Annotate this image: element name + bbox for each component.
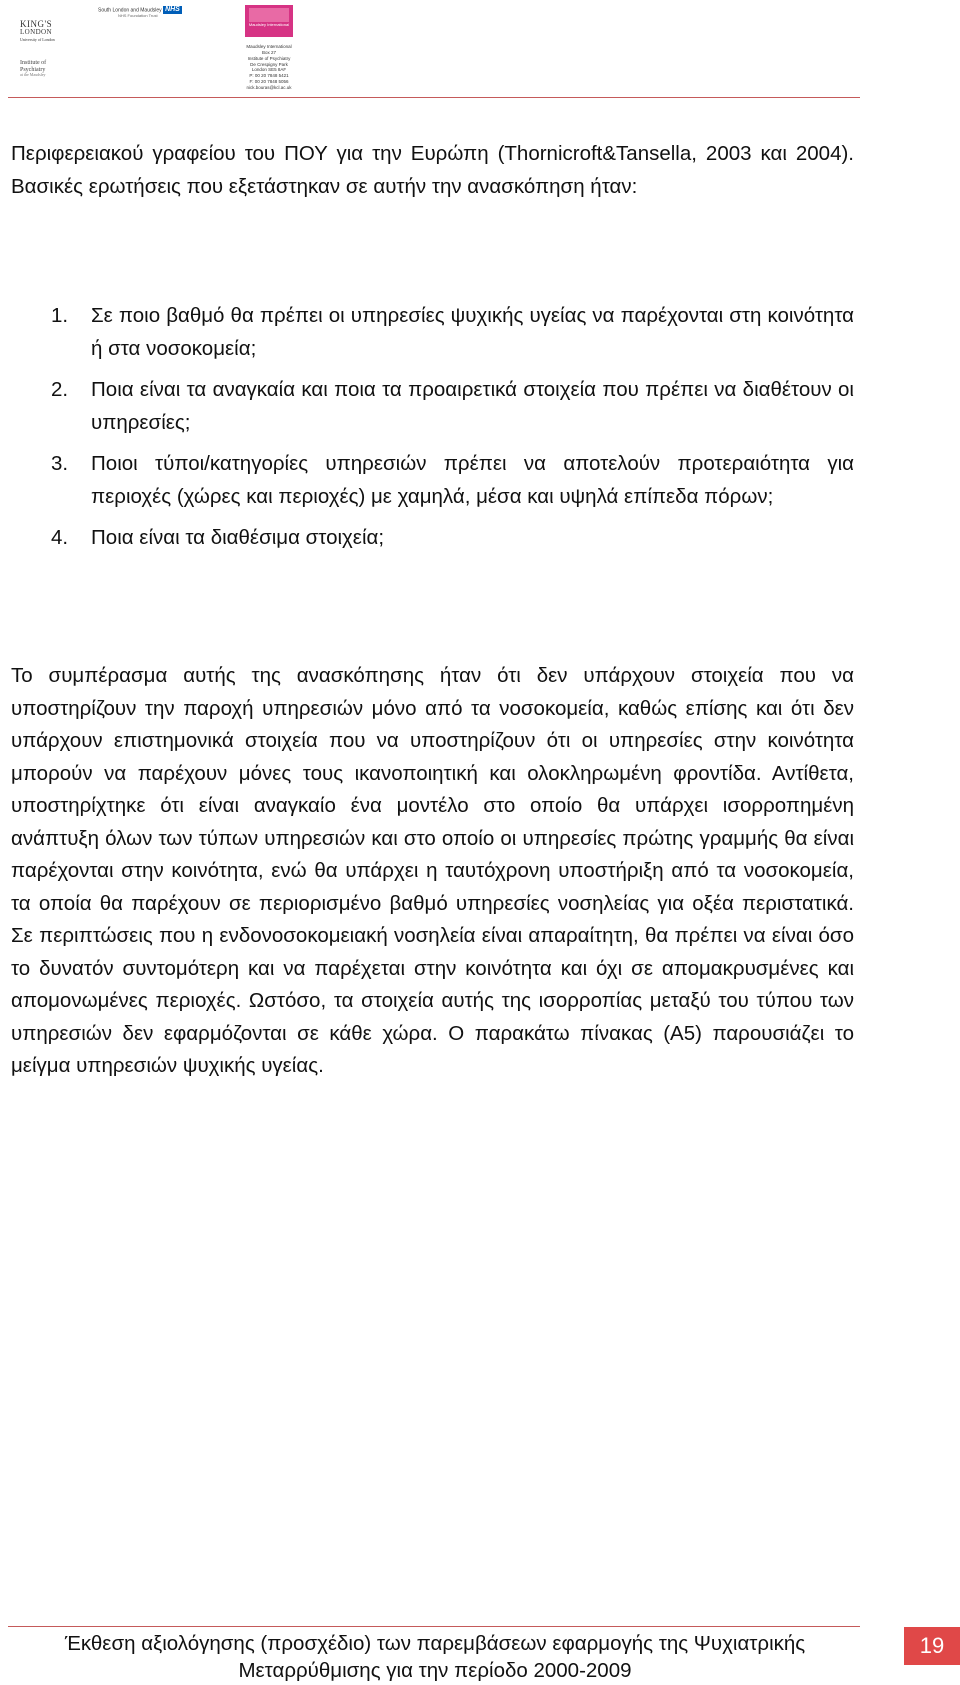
list-item — [0, 300, 854, 365]
list-item-number: 4. — [51, 526, 69, 549]
nhs-trust-logo — [98, 6, 182, 19]
nhs-trust-name: NHS Foundation Trust — [118, 13, 158, 19]
address-line: Box 27 — [261, 49, 276, 55]
address-line: F: 00 20 7848 5056 — [249, 79, 289, 85]
nhs-badge-icon: NHS — [165, 6, 180, 13]
list-item-number: 1. — [51, 304, 69, 327]
list-item — [0, 522, 854, 555]
conclusion-paragraph: Το συμπέρασμα αυτής της ανασκόπησης ήταν ότι δεν υπάρχουν στοιχεία που να υποστηρίζουν την παροχή υπηρεσιών μόνο από τα νοσοκομεία, καθώς επίσης και ότι δεν υπάρχουν επιστημονικά στοιχεία που να υποστηρίζουν ότι οι υπηρεσίες στην κοινότητα μπορούν να παρέχουν μόνες τους ικανοποιητική και ολοκληρωμένη φροντίδα. Αντίθετα, υποστηρίχτηκε ότι είναι αναγκαίο ένα μοντέλο στο οποίο θα υπάρχει ισορροπημένη ανάπτυξη όλων των τύπων υπηρεσιών και στο οποίο οι υπηρεσίες πρώτης γραμμής θα είναι παρέχονται στην κοινότητα, ενώ θα υπάρχει η ταυτόχρονη υποστήριξη από τα νοσοκομεία, τα οποία θα παρέχουν σε περιορισμένο βαθμό υπηρεσίες νοσηλείας για οξέα περιστατικά. Σε περιπτώσεις που η ενδονοσοκομειακή νοσηλεία είναι απαραίτητη, θα πρέπει να είναι όσο το δυνατόν συντομότερη και να παρέχεται στην κοινότητα και όχι σε απομακρυσμένες και απομονωμένες περιοχές. Ωστόσο, τα στοιχεία αυτής της ισορροπίας μεταξύ του τύπου των υπηρεσιών δεν εφαρμόζονται σε κάθε χώρα. Ο παρακάτω πίνακας (Α5) παρουσιάζει το μείγμα υπηρεσιών ψυχικής υγείας. — [11, 664, 854, 1077]
institute-of-psychiatry-logo — [20, 60, 64, 78]
maudsley-logo-label: Maudsley International — [248, 22, 290, 27]
review-questions-list — [0, 300, 860, 555]
address-line: De Crespigny Park — [250, 61, 288, 67]
iop-logo-sub: at the Maudsley — [20, 72, 46, 78]
list-item — [0, 448, 854, 513]
footer-title — [10, 1630, 860, 1684]
address-line: Institute of Psychiatry — [247, 55, 291, 61]
footer-line-2: Μεταρρύθμισης για την περίοδο 2000-2009 — [238, 1659, 632, 1682]
address-line: P: 00 20 7848 5421 — [249, 73, 289, 79]
kings-logo-crest: KING'S — [20, 19, 53, 29]
maudsley-international-logo — [245, 5, 293, 37]
address-line: London SE5 8AF — [251, 67, 287, 73]
footer-line-1: Έκθεση αξιολόγησης (προσχέδιο) των παρεμβάσεων εφαρμογής της Ψυχιατρικής — [64, 1632, 806, 1655]
page-header — [0, 0, 860, 98]
kings-college-logo — [20, 20, 62, 42]
maudsley-logo-image — [249, 8, 289, 22]
nhs-org-name: South London and Maudsley — [98, 7, 162, 14]
address-email[interactable]: nick.bouras@kcl.ac.uk — [246, 84, 292, 90]
intro-paragraph: Περιφερειακού γραφείου του ΠΟΥ για την Ευρώπη (Thornicroft&Tansella, 2003 και 2004). Βασικές ερωτήσεις που εξετάστηκαν σε αυτήν την ανασκόπηση ήταν: — [11, 142, 854, 198]
page-number-badge: 19 — [904, 1627, 960, 1665]
kings-logo-name: LONDON — [20, 28, 52, 37]
kings-logo-sub: University of London — [20, 36, 55, 42]
footer-divider — [8, 1626, 860, 1627]
iop-logo-name: Institute of Psychiatry — [20, 60, 47, 73]
maudsley-address-block — [238, 44, 300, 91]
list-item-text: Ποια είναι τα αναγκαία και ποια τα προαιρετικά στοιχεία που πρέπει να διαθέτουν οι υπηρεσίες; — [91, 378, 854, 434]
list-item — [0, 374, 854, 439]
list-item-number: 2. — [51, 378, 69, 401]
list-item-text: Σε ποιο βαθμό θα πρέπει οι υπηρεσίες ψυχικής υγείας να παρέχονται στη κοινότητα ή στα νοσοκομεία; — [91, 304, 854, 360]
address-line: Maudsley International — [246, 44, 292, 49]
header-divider — [8, 97, 860, 98]
list-item-text: Ποια είναι τα διαθέσιμα στοιχεία; — [91, 526, 385, 549]
list-item-number: 3. — [51, 452, 69, 475]
list-item-text: Ποιοι τύποι/κατηγορίες υπηρεσιών πρέπει να αποτελούν προτεραιότητα για περιοχές (χώρες και περιοχές) με χαμηλά, μέσα και υψηλά επίπεδα πόρων; — [91, 452, 854, 508]
